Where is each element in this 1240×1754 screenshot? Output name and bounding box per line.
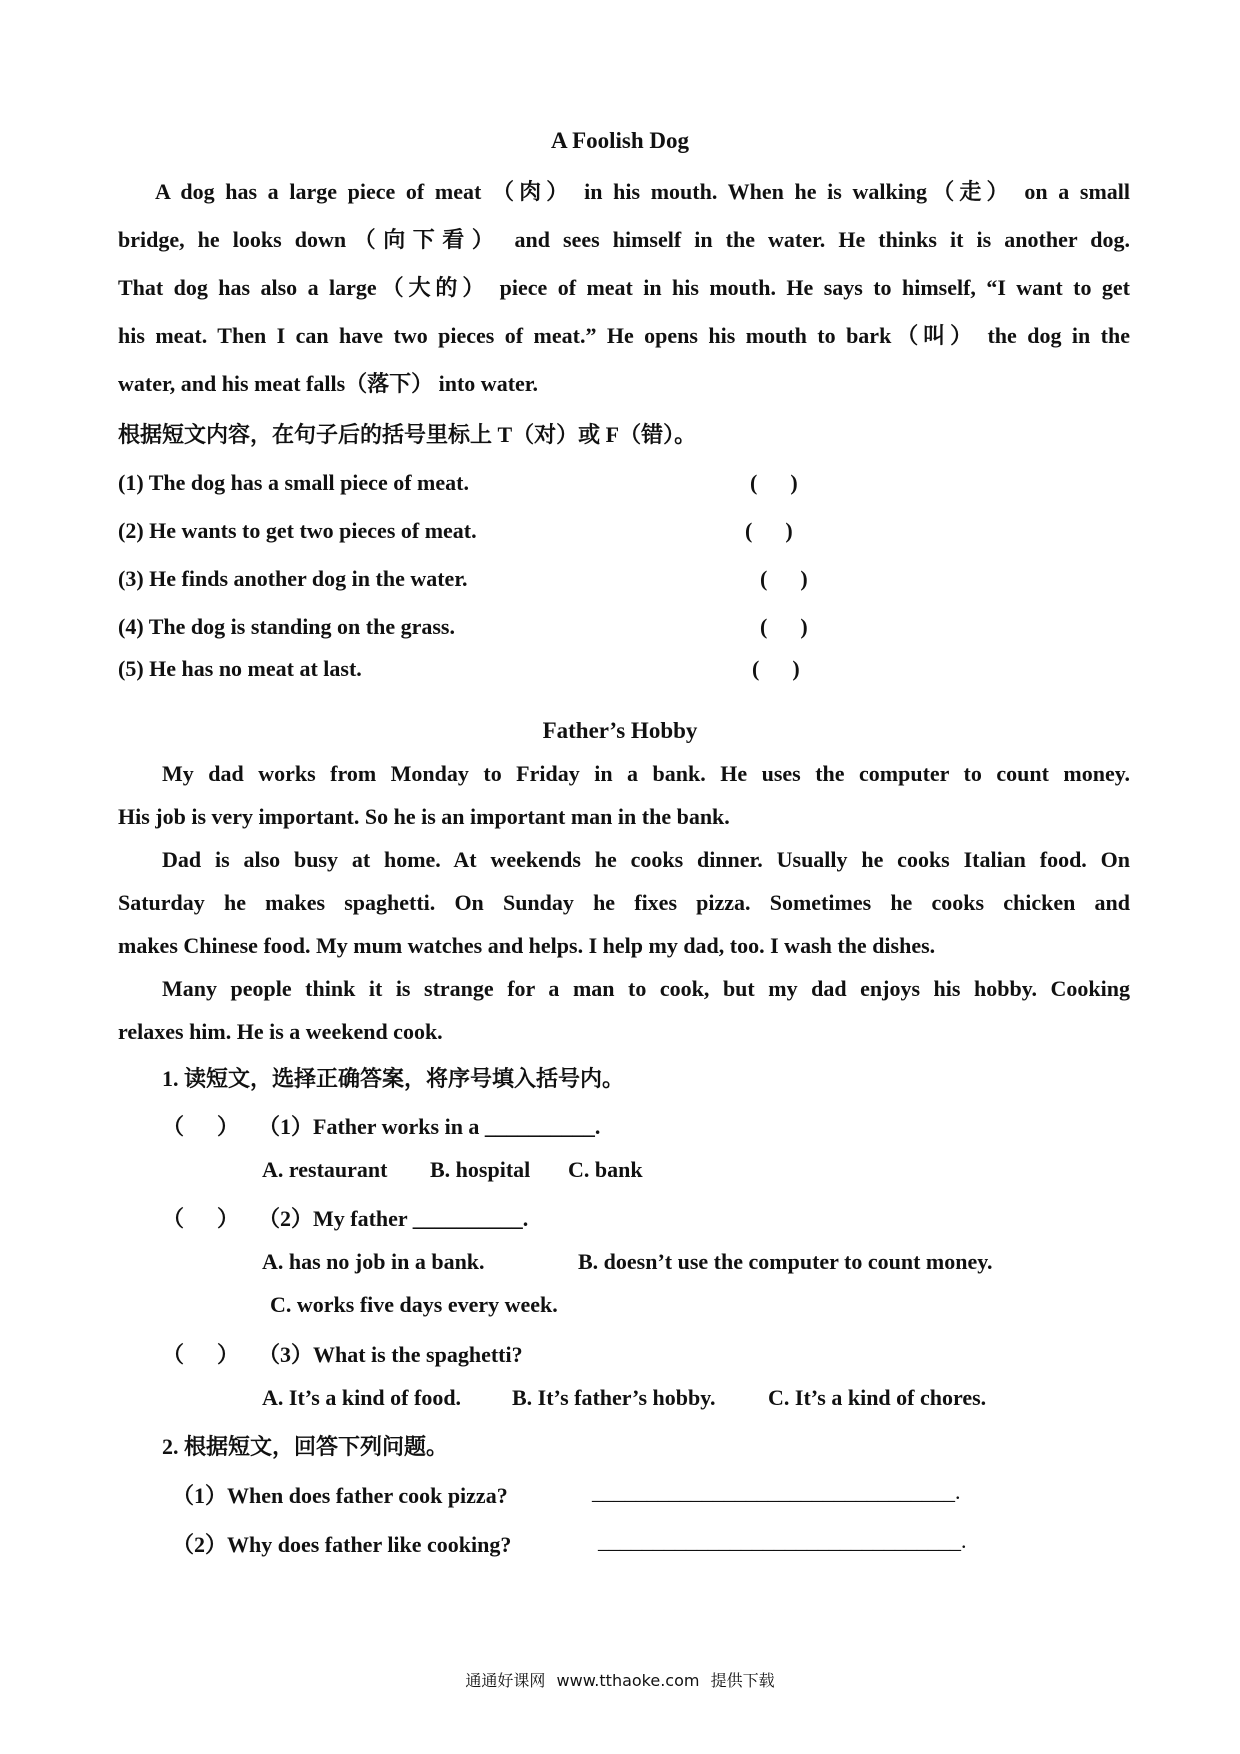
mc-q3-option-c: C. It’s a kind of chores.: [768, 1385, 987, 1410]
passage2-p2-line-2: Saturday he makes spaghetti. On Sunday he fixes pizza. Sometimes he cooks chicken and: [118, 890, 1130, 915]
footer-note: 提供下载: [710, 1671, 775, 1690]
tf-answer-paren-4[interactable]: ( ): [760, 614, 808, 639]
mc-question-3: （3）What is the spaghetti?: [258, 1342, 523, 1367]
passage2-p3-line-1: Many people think it is strange for a man to cook, but my dad enjoys his hobby. Cooking: [162, 976, 1130, 1001]
passage2-p1-line-1: My dad works from Monday to Friday in a bank. He uses the computer to count money.: [162, 761, 1130, 786]
mc-question-1: （1）Father works in a __________.: [258, 1114, 601, 1139]
short-answer-blank-1[interactable]: _________________________________.: [592, 1479, 961, 1504]
passage2-p2-line-1: Dad is also busy at home. At weekends he cooks dinner. Usually he cooks Italian food. On: [162, 847, 1130, 872]
short-answer-blank-2[interactable]: _________________________________.: [598, 1528, 967, 1553]
mc-answer-paren-2[interactable]: （ ）: [162, 1206, 240, 1231]
tf-statement-5: (5) He has no meat at last.: [118, 656, 362, 681]
mc-q2-option-b: B. doesn’t use the computer to count money.: [578, 1249, 993, 1274]
footer-url-link[interactable]: www.tthaoke.com: [556, 1671, 700, 1690]
tf-answer-paren-1[interactable]: ( ): [750, 470, 798, 495]
passage1-title: A Foolish Dog: [550, 128, 690, 153]
short-question-2: （2）Why does father like cooking?: [172, 1532, 512, 1557]
mc-q3-option-a: A. It’s a kind of food.: [262, 1385, 462, 1410]
mc-q1-option-a: A. restaurant: [262, 1157, 388, 1182]
section1-heading: 1. 读短文，选择正确答案，将序号填入括号内。: [162, 1066, 625, 1091]
tf-answer-paren-3[interactable]: ( ): [760, 566, 808, 591]
mc-q2-option-a: A. has no job in a bank.: [262, 1249, 485, 1274]
passage2-p1-line-2: His job is very important. So he is an important man in the bank.: [118, 804, 730, 829]
passage1-line-3: That dog has also a large（大的） piece of meat in his mouth. He says to himself, “I want to get: [118, 275, 1130, 300]
tf-instruction: 根据短文内容，在句子后的括号里标上 T（对）或 F（错）。: [118, 422, 697, 447]
tf-statement-4: (4) The dog is standing on the grass.: [118, 614, 455, 639]
passage1-line-1: A dog has a large piece of meat （肉） in his mouth. When he is walking（走） on a small: [155, 179, 1130, 204]
passage1-line-4: his meat. Then I can have two pieces of meat.” He opens his mouth to bark（叫） the dog in the: [118, 323, 1130, 348]
mc-q1-option-c: C. bank: [568, 1157, 643, 1182]
page-footer: [0, 1668, 1240, 1691]
tf-statement-1: (1) The dog has a small piece of meat.: [118, 470, 469, 495]
footer-site-name: 通通好课网: [465, 1671, 546, 1690]
tf-answer-paren-2[interactable]: ( ): [745, 518, 793, 543]
passage2-p2-line-3: makes Chinese food. My mum watches and helps. I help my dad, too. I wash the dishes.: [118, 933, 936, 958]
mc-answer-paren-1[interactable]: （ ）: [162, 1114, 240, 1139]
mc-answer-paren-3[interactable]: （ ）: [162, 1342, 240, 1367]
short-question-1: （1）When does father cook pizza?: [172, 1483, 508, 1508]
passage2-title: Father’s Hobby: [542, 718, 698, 743]
tf-statement-2: (2) He wants to get two pieces of meat.: [118, 518, 477, 543]
passage1-line-2: bridge, he looks down（向下看） and sees himself in the water. He thinks it is another dog.: [118, 227, 1130, 252]
passage1-line-5: water, and his meat falls（落下） into water.: [118, 371, 539, 396]
mc-q2-option-c: C. works five days every week.: [270, 1292, 558, 1317]
tf-answer-paren-5[interactable]: ( ): [752, 656, 800, 681]
passage2-p3-line-2: relaxes him. He is a weekend cook.: [118, 1019, 443, 1044]
mc-question-2: （2）My father __________.: [258, 1206, 529, 1231]
mc-q3-option-b: B. It’s father’s hobby.: [512, 1385, 716, 1410]
mc-q1-option-b: B. hospital: [430, 1157, 531, 1182]
tf-statement-3: (3) He finds another dog in the water.: [118, 566, 468, 591]
section2-heading: 2. 根据短文，回答下列问题。: [162, 1434, 449, 1459]
